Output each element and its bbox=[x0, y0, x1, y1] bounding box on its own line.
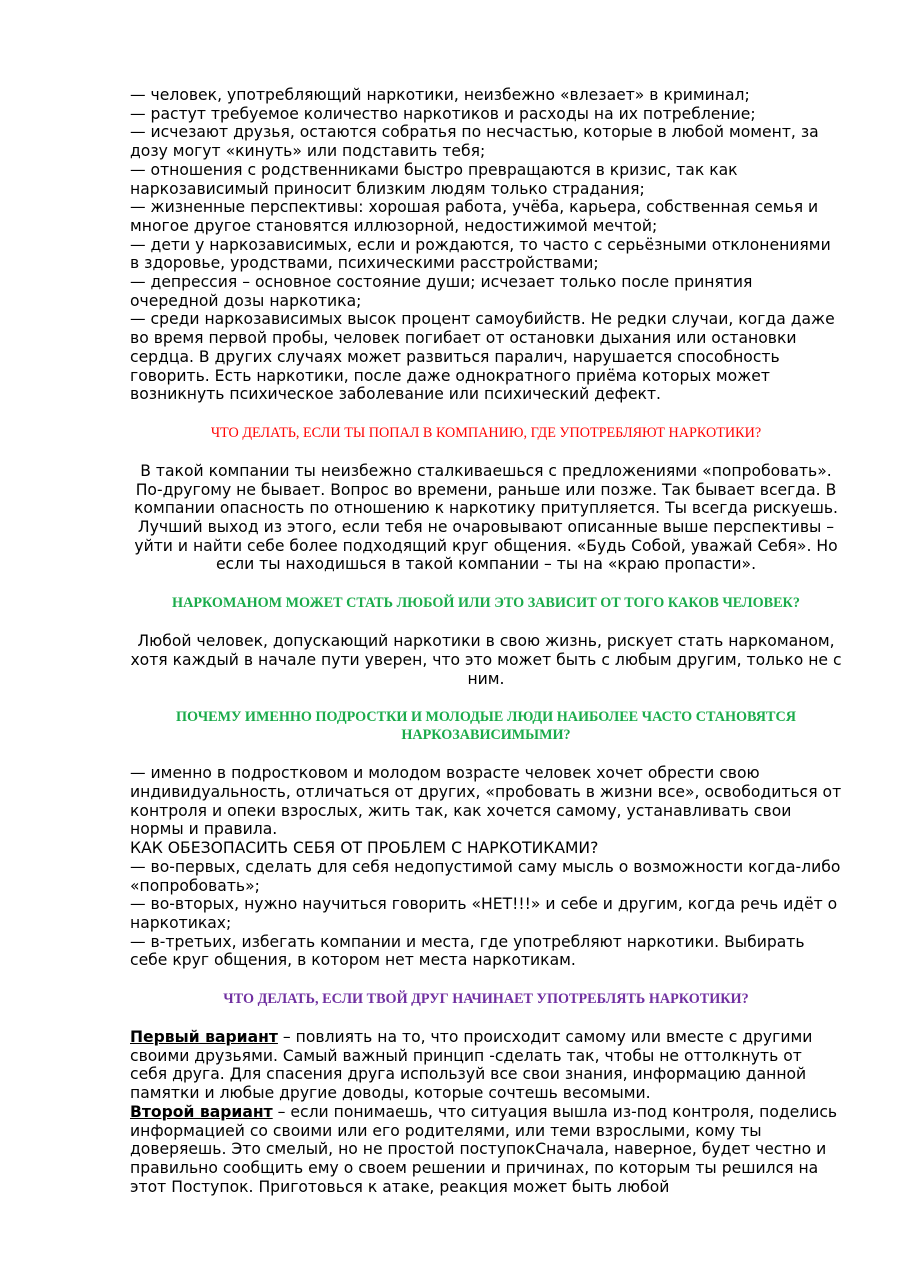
list-item: — растут требуемое количество наркотиков и расходы на их потребление; bbox=[130, 104, 756, 123]
list-item: — во-первых, сделать для себя недопустимой саму мысль о возможности когда-либо «попробовать»; bbox=[130, 857, 841, 895]
section-heading: НАРКОМАНОМ МОЖЕТ СТАТЬ ЛЮБОЙ ИЛИ ЭТО ЗАВИСИТ ОТ ТОГО КАКОВ ЧЕЛОВЕК? bbox=[172, 595, 800, 612]
variant-text: – если понимаешь, что ситуация вышла из-под контроля, поделись информацией со своими или его родителями, или теми взрослыми, кому ты доверяешь. Это смелый, но не простой поступокСначала, наверное, будет честно и правильно сообщить ему о своем решении и причинах, по которым ты решился на этот Поступок. Приготовься к атаке, реакция может быть любой bbox=[130, 1102, 838, 1196]
variant-text: – повлиять на то, что происходит самому или вместе с другими своими друзьями. Самый важный принцип -сделать так, чтобы не оттолкнуть от себя друга. Для спасения друга используй все свои знания, информацию данной памятки и любые другие доводы, которые сочтешь весомыми. bbox=[130, 1028, 813, 1103]
variant-paragraph bbox=[130, 1103, 842, 1197]
list-item: — жизненные перспективы: хорошая работа, учёба, карьера, собственная семья и многое другое становятся иллюзорной, недостижимой мечтой; bbox=[130, 198, 819, 235]
section-heading: ПОЧЕМУ ИМЕННО ПОДРОСТКИ И МОЛОДЫЕ ЛЮДИ НАИБОЛЕЕ ЧАСТО СТАНОВЯТСЯ НАРКОЗАВИСИМЫМИ? bbox=[175, 709, 796, 744]
document-page bbox=[130, 86, 842, 1196]
subheading: КАК ОБЕЗОПАСИТЬ СЕБЯ ОТ ПРОБЛЕМ С НАРКОТИКАМИ? bbox=[130, 839, 599, 858]
list-item: — человек, употребляющий наркотики, неизбежно «влезает» в криминал; bbox=[130, 86, 750, 104]
section-heading: ЧТО ДЕЛАТЬ, ЕСЛИ ТЫ ПОПАЛ В КОМПАНИЮ, ГДЕ УПОТРЕБЛЯЮТ НАРКОТИКИ? bbox=[210, 424, 762, 441]
list-item: — депрессия – основное состояние души; исчезает только после принятия очередной дозы наркотика; bbox=[130, 273, 753, 310]
section-heading: ЧТО ДЕЛАТЬ, ЕСЛИ ТВОЙ ДРУГ НАЧИНАЕТ УПОТРЕБЛЯТЬ НАРКОТИКИ? bbox=[223, 991, 749, 1008]
list-item: — дети у наркозависимых, если и рождаются, то часто с серьёзными отклонениями в здоровье, уродствами, психическими расстройствами; bbox=[130, 235, 831, 273]
variant-label: Первый вариант bbox=[130, 1028, 278, 1047]
consequences-list bbox=[130, 86, 842, 404]
list-item: — исчезают друзья, остаются собратья по несчастью, которые в любой момент, за дозу могут «кинуть» или подставить тебя; bbox=[130, 123, 819, 161]
list-item: — среди наркозависимых высок процент самоубийств. Не редки случаи, когда даже во время первой пробы, человек погибает от остановки дыхания или остановки сердца. В других случаях может развиться паралич, нарушается способность говорить. Есть наркотики, после даже однократного приёма которых может возникнуть психическое заболевание или психический дефект. bbox=[130, 310, 835, 404]
section-text: В такой компании ты неизбежно сталкиваешься с предложениями «попробовать». По-другому не бывает. Вопрос во времени, раньше или позже. Так бывает всегда. В компании опасность по отношению к наркотику притупляется. Ты всегда рискуешь. Лучший выход из этого, если тебя не очаровывают описанные выше перспективы – уйти и найти себе более подходящий круг общения. «Будь Собой, уважай Себя». Но если ты находишься в такой компании – ты на «краю пропасти». bbox=[134, 461, 838, 574]
list-item: — в-третьих, избегать компании и места, где употребляют наркотики. Выбирать себе круг общения, в котором нет места наркотикам. bbox=[130, 932, 805, 970]
list-item: — во-вторых, нужно научиться говорить «НЕТ!!!» и себе и другим, когда речь идёт о наркотиках; bbox=[130, 895, 838, 932]
section-text: — именно в подростковом и молодом возрасте человек хочет обрести свою индивидуальность, отличаться от других, «пробовать в жизни все», освободиться от контроля и опеки взрослых, жить так, как хочется самому, устанавливать свои нормы и правила. bbox=[130, 764, 842, 839]
variant-paragraph bbox=[130, 1028, 842, 1103]
variant-label: Второй вариант bbox=[130, 1102, 273, 1121]
section-text: Любой человек, допускающий наркотики в свою жизнь, рискует стать наркоманом, хотя каждый в начале пути уверен, что это может быть с любым другим, только не с ним. bbox=[130, 632, 842, 688]
list-item: — отношения с родственниками быстро превращаются в кризис, так как наркозависимый приносит близким людям только страдания; bbox=[130, 160, 738, 198]
